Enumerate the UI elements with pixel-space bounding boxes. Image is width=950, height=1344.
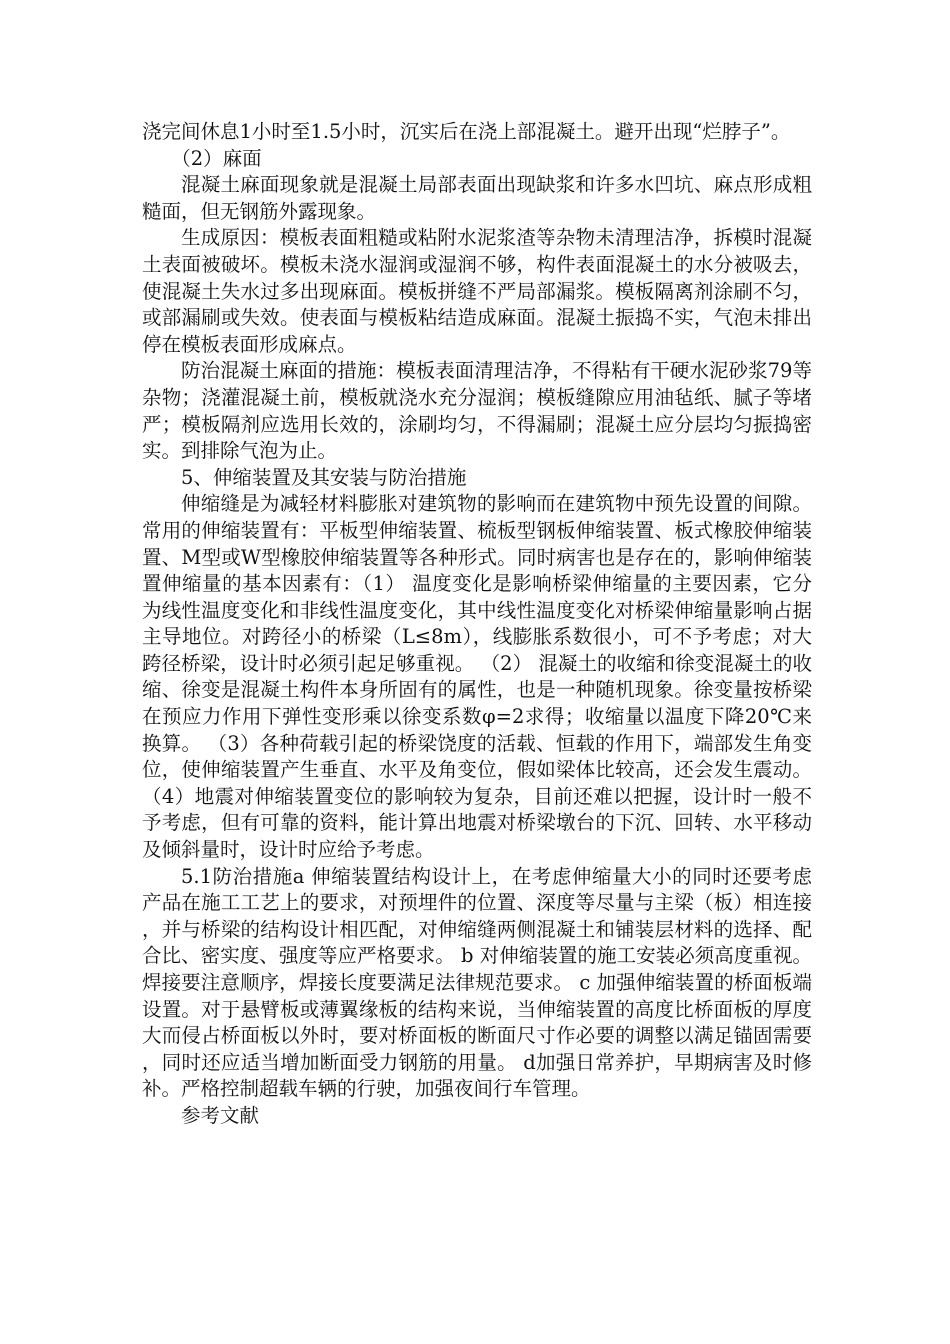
paragraph-pitting-definition: 混凝土麻面现象就是混凝土局部表面出现缺浆和许多水凹坑、麻点形成粗糙面，但无钢筋外露现象。 [142,173,812,223]
subheading-pitting: （2）麻面 [171,146,262,170]
references-heading: 参考文献 [181,1103,260,1127]
paragraph-prevention: 防治混凝土麻面的措施：模板表面清理洁净，不得粘有干硬水泥砂浆79等杂物；浇灌混凝土前，模板就浇水充分湿润；模板缝隙应用油毡纸、腻子等堵严；模板隔剂应选用长效的，涂刷均匀，不得漏刷；混凝土应分层均匀振捣密实。到排除气泡为止。 [142,359,812,463]
paragraph-expansion-joints: 伸缩缝是为减轻材料膨胀对建筑物的影响而在建筑物中预先设置的间隙。常用的伸缩装置有：平板型伸缩装置、梳板型钢板伸缩装置、板式橡胶伸缩装置、M型或W型橡胶伸缩装置等各种形式。同时病害也是存在的，影响伸缩装置伸缩量的基本因素有：（1） 温度变化是影响桥梁伸缩量的主要因素，它分为线性温度变化和非线性温度变化，其中线性温度变化对桥梁伸缩量影响占据主导地位。对跨径小的桥梁（L≤8m），线膨胀系数很小，可不予考虑；对大跨径桥梁，设计时必须引起足够重视。 （2） 混凝土的收缩和徐变混凝土的收缩、徐变是混凝土构件本身所固有的属性，也是一种随机现象。徐变量按桥梁在预应力作用下弹性变形乘以徐变系数φ=2求得；收缩量以温度下降20℃来换算。 （3）各种荷载引起的桥梁饶度的活载、恒载的作用下，端部发生角变位，使伸缩装置产生垂直、水平及角变位，假如梁体比较高，还会发生震动。 （4）地震对伸缩装置变位的影响较为复杂，目前还难以把握，设计时一般不予考虑，但有可靠的资料，能计算出地震对桥梁墩台的下沉、回转、水平移动及倾斜量时，设计时应给予考虑。 [142,492,812,862]
paragraph-causes: 生成原因：模板表面粗糙或粘附水泥浆渣等杂物未清理洁净，拆模时混凝土表面被破坏。模板未浇水湿润或湿润不够，构件表面混凝土的水分被吸去，使混凝土失水过多出现麻面。模板拼缝不严局部漏浆。模板隔离剂涂刷不匀，或部漏刷或失效。使表面与模板粘结造成麻面。混凝土振捣不实，气泡未排出停在模板表面形成麻点。 [142,226,812,356]
section-heading-expansion-joints: 5、伸缩装置及其安装与防治措施 [181,465,467,489]
document-page [142,119,812,1130]
paragraph-continuation: 浇完间休息1小时至1.5小时，沉实后在浇上部混凝土。避开出现“烂脖子”。 [142,120,791,143]
paragraph-measures: 5.1防治措施a 伸缩装置结构设计上，在考虑伸缩量大小的同时还要考虑产品在施工工艺上的要求，对预埋件的位置、深度等尽量与主梁（板）相连接，并与桥梁的结构设计相匹配，对伸缩缝两侧混凝土和铺装层材料的选择、配合比、密实度、强度等应严格要求。 b 对伸缩装置的施工安装必须高度重视。焊接要注意顺序，焊接长度要满足法律规范要求。 c 加强伸缩装置的桥面板端设置。对于悬臂板或薄翼缘板的结构来说，当伸缩装置的高度比桥面板的厚度大而侵占桥面板以外时，要对桥面板的断面尺寸作必要的调整以满足锚固需要，同时还应适当增加断面受力钢筋的用量。 d加强日常养护，早期病害及时修补。严格控制超载车辆的行驶，加强夜间行车管理。 [142,864,812,1101]
